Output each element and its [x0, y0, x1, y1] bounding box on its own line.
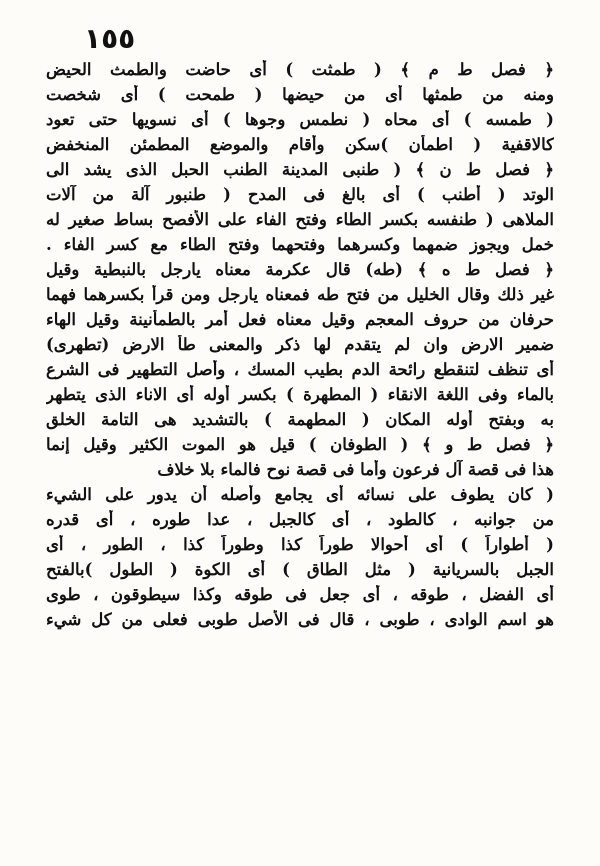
text-line: بالماء وفى اللغة الانقاء ( المطهرة ) بكسر أوله أى الاناء الذى يتطهر — [46, 385, 554, 404]
text-line: ﴿ فصل ط و ﴾ ( الطوفان ) قيل هو الموت الكثير وقيل إنما — [46, 435, 554, 454]
text-line: حرفان من حروف المعجم وقيل معناه فعل أمر بالطمأنينة وقيل الهاء — [46, 310, 554, 329]
text-line: ( طمسه ) أى محاه ( نطمس وجوها ) أى نسويها حتى تعود — [46, 110, 554, 129]
text-line: ﴿ فصل ط ه ﴾ (طه) قال عكرمة معناه يارجل بالنبطية وقيل — [46, 260, 554, 279]
text-line: كالاقفية ( اطمأن )سكن وأقام والموضع المطمئن المنخفض — [46, 135, 554, 154]
text-line: هذا فى قصة آل فرعون وأما فى قصة نوح فالماء بلا خلاف — [157, 460, 554, 479]
text-line: ومنه من طمثها أى من حيضها ( طمحت ) أى شخصت — [46, 85, 554, 104]
text-body — [46, 60, 554, 635]
text-line: الوتد ( أطنب ) أى بالغ فى المدح ( طنبور آلة من آلات — [46, 185, 554, 204]
text-line: ضمير الارض وان لم يتقدم لها ذكر والمعنى طأ الارض (تطهرى) — [46, 335, 554, 354]
text-line: ﴿ فصل ط ن ﴾ ( طنبى المدينة الطنب الحبل الذى يشد الى — [46, 160, 554, 179]
text-line: ( أطواراً ) أى أحوالا طوراً كذا وطوراً كذا ، الطور ، أى — [46, 535, 554, 554]
text-line: من جوانبه ، كالطود ، أى كالجبل ، عدا طوره ، أى قدره — [46, 510, 554, 529]
text-line: أى الفضل ، طوقه ، أى جعل فى طوقه وكذا سيطوقون ، طوى — [46, 585, 554, 604]
text-line: ( كان يطوف على نسائه أى يجامع وأصله أن يدور على الشيء — [46, 485, 554, 504]
page-number: ١٥٥ — [84, 22, 136, 55]
text-line: ﴿ فصل ط م ﴾ ( طمثت ) أى حاضت والطمث الحيض — [46, 60, 554, 79]
text-line: الملاهى ( طنفسه بكسر الطاء وفتح الفاء على الأفصح بساط صغير له — [46, 210, 554, 229]
text-line: هو اسم الوادى ، طوبى ، قال فى الأصل طوبى فعلى من كل شيء — [46, 610, 554, 629]
text-line: خمل ويجوز ضمهما وكسرهما وفتحهما وفتح الطاء مع كسر الفاء . — [46, 235, 554, 254]
text-line: الجبل بالسريانية ( مثل الطاق ) أى الكوة ( الطول )بالفتح — [46, 560, 554, 579]
text-line: به وبفتح أوله المكان ( المطهمة ) بالتشديد هى التامة الخلق — [46, 410, 554, 429]
text-line: أى تنظف لتنقطع رائحة الدم بطيب المسك ، وأصل التطهير فى الشرع — [46, 360, 554, 379]
text-line: غير ذلك وقال الخليل من فتح طه فمعناه يارجل ومن قرأ بكسرهما فهما — [46, 285, 554, 304]
